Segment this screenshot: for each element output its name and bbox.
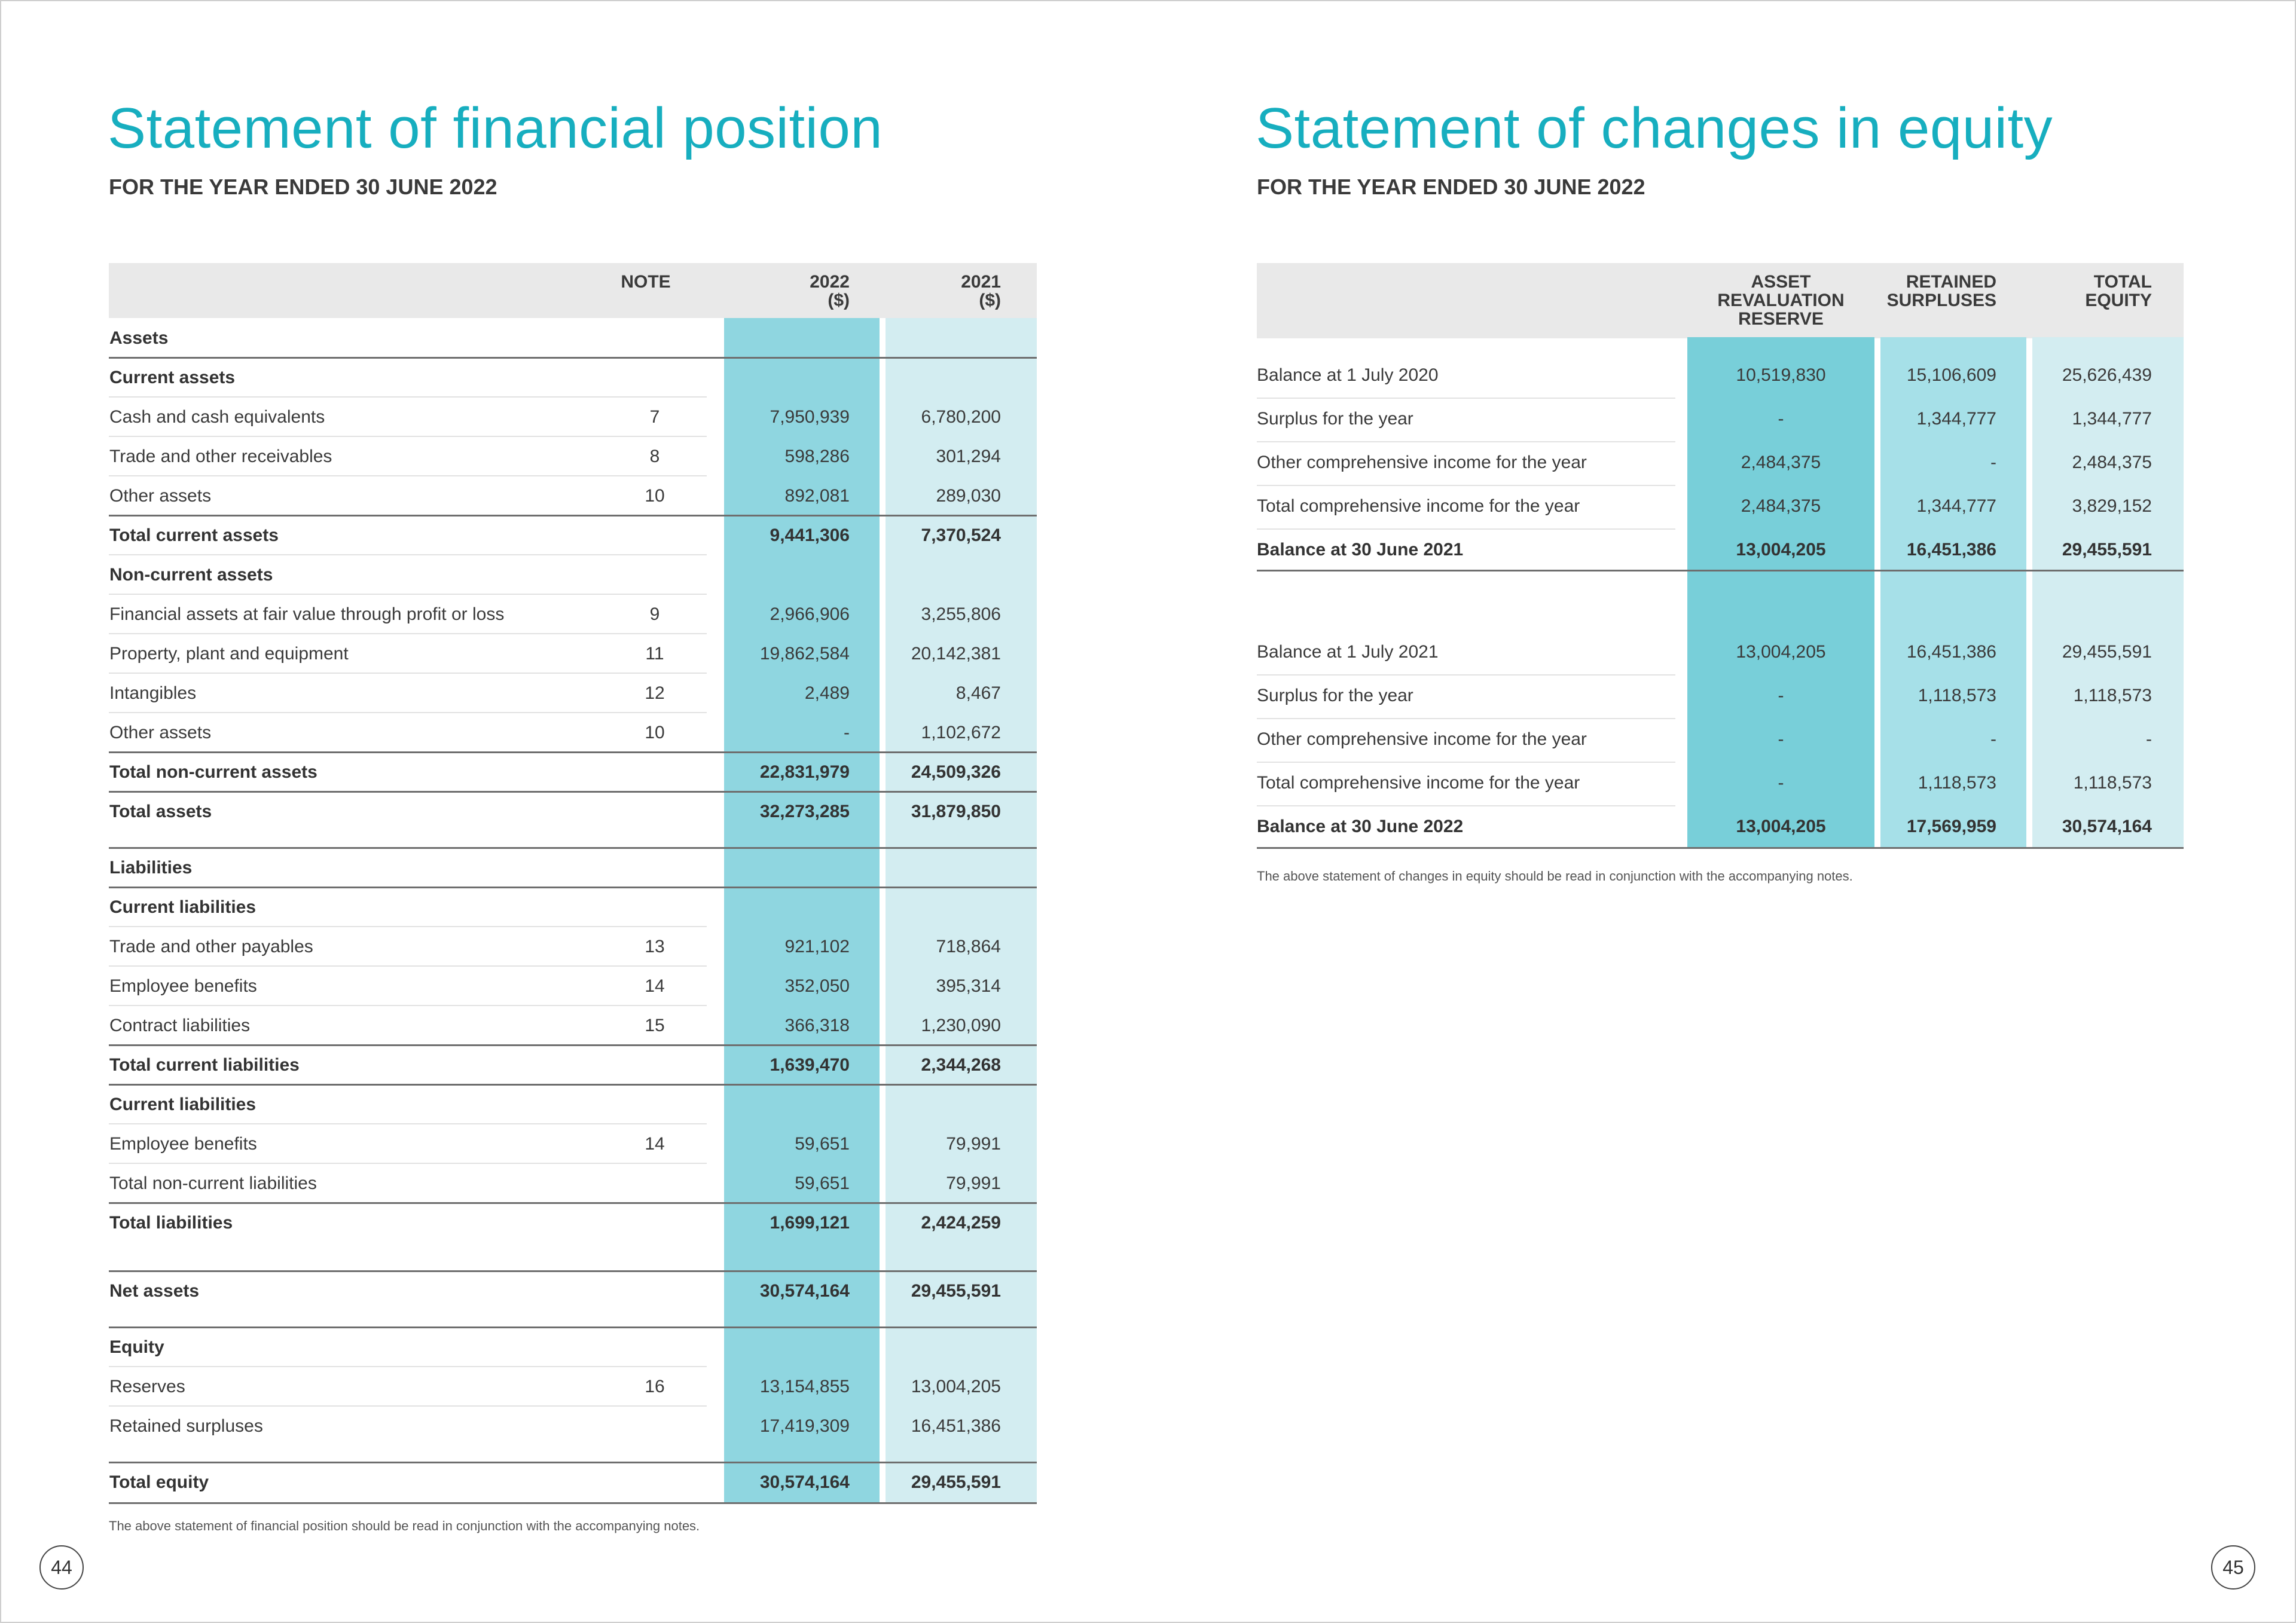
value-2021: 1,230,090	[921, 1016, 1001, 1035]
row-divider	[1257, 485, 1675, 486]
value-2021: 3,255,806	[921, 604, 1001, 624]
row-label: Total current liabilities	[109, 1055, 300, 1075]
row-label: Total comprehensive income for the year	[1257, 773, 1580, 793]
row-note: 14	[645, 1134, 665, 1154]
value-retained-surpluses: 16,451,386	[1906, 540, 1996, 560]
row-label: Net assets	[109, 1281, 200, 1301]
row-note: 10	[645, 723, 665, 742]
table-row	[0, 967, 2296, 1006]
row-note: 15	[645, 1016, 665, 1035]
value-2022: 32,273,285	[759, 802, 850, 821]
value-total-equity: 29,455,591	[2062, 540, 2152, 560]
row-label: Reserves	[109, 1377, 185, 1396]
row-label: Contract liabilities	[109, 1016, 251, 1035]
value-2021: 6,780,200	[921, 407, 1001, 427]
table-row	[0, 1085, 2296, 1124]
value-2022: 19,862,584	[759, 644, 850, 664]
row-label: Employee benefits	[109, 976, 257, 996]
value-2022: 30,574,164	[759, 1472, 850, 1492]
row-divider	[1257, 528, 1675, 530]
page-number-right: 45	[2211, 1545, 2255, 1590]
value-retained-surpluses: -	[1990, 453, 1996, 472]
value-retained-surpluses: 17,569,959	[1906, 817, 1996, 836]
value-2021: 8,467	[955, 683, 1001, 703]
row-label: Other comprehensive income for the year	[1257, 453, 1587, 472]
row-label: Total liabilities	[109, 1213, 233, 1233]
table-row	[0, 632, 2296, 672]
value-2022: 59,651	[795, 1173, 850, 1193]
table-row	[0, 1203, 2296, 1243]
row-note: 9	[649, 604, 660, 624]
value-retained-surpluses: 16,451,386	[1906, 642, 1996, 662]
value-asset-revaluation: 2,484,375	[1741, 496, 1821, 516]
financial-position-footnote: The above statement of financial position should be read in conjunction with the accompanying notes.	[109, 1518, 700, 1533]
value-2021: 13,004,205	[911, 1377, 1001, 1396]
value-2021: 7,370,524	[921, 525, 1001, 545]
year-2022-column-header: 2022 ($)	[810, 272, 850, 310]
total-equity-header: TOTAL EQUITY	[2085, 272, 2152, 310]
value-retained-surpluses: 1,118,573	[1918, 686, 1996, 705]
row-note: 14	[645, 976, 665, 996]
table-row	[0, 399, 2296, 439]
row-divider	[1257, 570, 2184, 571]
value-2022: 2,489	[804, 683, 850, 703]
row-divider	[109, 1502, 1037, 1504]
value-total-equity: 29,455,591	[2062, 642, 2152, 662]
retained-surpluses-header: RETAINED SURPLUSES	[1886, 272, 1996, 310]
value-2022: 921,102	[784, 937, 850, 956]
table-row	[0, 530, 2296, 570]
changes-in-equity-subtitle: FOR THE YEAR ENDED 30 JUNE 2022	[1257, 175, 1645, 199]
table-row	[0, 888, 2296, 927]
value-asset-revaluation: -	[1778, 686, 1784, 705]
financial-position-title: Statement of financial position	[108, 96, 883, 160]
table-row	[0, 927, 2296, 967]
value-retained-surpluses: -	[1990, 729, 1996, 749]
row-label: Surplus for the year	[1257, 686, 1413, 705]
value-asset-revaluation: -	[1778, 773, 1784, 793]
value-2021: 79,991	[946, 1134, 1001, 1154]
row-label: Property, plant and equipment	[109, 644, 349, 664]
row-note: 10	[645, 486, 665, 506]
table-row	[0, 1367, 2296, 1407]
table-row	[0, 1407, 2296, 1446]
row-label: Intangibles	[109, 683, 197, 703]
row-divider	[1257, 847, 2184, 849]
value-retained-surpluses: 1,344,777	[1916, 409, 1996, 429]
value-total-equity: 1,118,573	[2073, 773, 2152, 793]
row-note: 7	[649, 407, 660, 427]
value-2021: 289,030	[936, 486, 1001, 506]
row-label: Equity	[109, 1337, 164, 1357]
changes-in-equity-title: Statement of changes in equity	[1256, 96, 2053, 160]
value-2022: 17,419,309	[759, 1416, 850, 1436]
value-total-equity: 3,829,152	[2072, 496, 2152, 516]
row-label: Employee benefits	[109, 1134, 257, 1154]
value-retained-surpluses: 1,344,777	[1916, 496, 1996, 516]
row-label: Retained surpluses	[109, 1416, 263, 1436]
value-total-equity: 2,484,375	[2072, 453, 2152, 472]
row-divider	[1257, 398, 1675, 399]
value-total-equity: 1,118,573	[2073, 686, 2152, 705]
value-2022: -	[844, 723, 850, 742]
row-label: Total assets	[109, 802, 212, 821]
value-asset-revaluation: 13,004,205	[1736, 540, 1826, 560]
table-row	[0, 763, 2296, 803]
row-label: Balance at 1 July 2021	[1257, 642, 1439, 662]
row-label: Balance at 1 July 2020	[1257, 365, 1439, 385]
row-label: Current liabilities	[109, 1095, 257, 1114]
table-row	[0, 848, 2296, 888]
value-2021: 2,424,259	[921, 1213, 1001, 1233]
note-column-header: NOTE	[621, 272, 671, 292]
value-2021: 301,294	[936, 447, 1001, 466]
value-asset-revaluation: 13,004,205	[1736, 642, 1826, 662]
row-label: Total equity	[109, 1472, 209, 1492]
table-row	[0, 1328, 2296, 1367]
value-2021: 2,344,268	[921, 1055, 1001, 1075]
row-note: 13	[645, 937, 665, 956]
value-retained-surpluses: 1,118,573	[1918, 773, 1996, 793]
value-asset-revaluation: 10,519,830	[1736, 365, 1826, 385]
table-row	[0, 676, 2296, 716]
value-2021: 29,455,591	[911, 1281, 1001, 1301]
table-row	[0, 1463, 2296, 1502]
value-2021: 395,314	[936, 976, 1001, 996]
changes-in-equity-footnote: The above statement of changes in equity should be read in conjunction with the accompanying notes.	[1257, 869, 1853, 884]
value-2021: 20,142,381	[911, 644, 1001, 664]
row-label: Trade and other receivables	[109, 447, 332, 466]
value-2022: 1,639,470	[770, 1055, 850, 1075]
row-divider	[1257, 805, 1675, 806]
row-note: 8	[649, 447, 660, 466]
row-label: Balance at 30 June 2022	[1257, 817, 1464, 836]
row-label: Non-current assets	[109, 565, 273, 585]
value-retained-surpluses: 15,106,609	[1906, 365, 1996, 385]
value-2022: 59,651	[795, 1134, 850, 1154]
value-2022: 1,699,121	[770, 1213, 850, 1233]
row-label: Other assets	[109, 486, 212, 506]
table-row	[0, 720, 2296, 759]
value-2022: 13,154,855	[759, 1377, 850, 1396]
row-label: Balance at 30 June 2021	[1257, 540, 1464, 560]
row-label: Total comprehensive income for the year	[1257, 496, 1580, 516]
row-label: Cash and cash equivalents	[109, 407, 325, 427]
value-2021: 79,991	[946, 1173, 1001, 1193]
value-2021: 16,451,386	[911, 1416, 1001, 1436]
row-note: 11	[645, 644, 664, 664]
row-divider	[1257, 441, 1675, 442]
table-row	[0, 356, 2296, 395]
row-divider	[1257, 718, 1675, 719]
row-note: 12	[645, 683, 665, 703]
value-2021: 29,455,591	[911, 1472, 1001, 1492]
row-label: Other comprehensive income for the year	[1257, 729, 1587, 749]
row-label: Total non-current assets	[109, 762, 317, 782]
value-2021: 24,509,326	[911, 762, 1001, 782]
value-asset-revaluation: -	[1778, 409, 1784, 429]
value-2022: 892,081	[784, 486, 850, 506]
table-row	[0, 807, 2296, 846]
value-asset-revaluation: -	[1778, 729, 1784, 749]
value-total-equity: -	[2146, 729, 2152, 749]
value-2022: 9,441,306	[770, 525, 850, 545]
value-2022: 7,950,939	[770, 407, 850, 427]
table-row	[0, 1164, 2296, 1203]
row-note: 16	[645, 1377, 665, 1396]
value-2021: 31,879,850	[911, 802, 1001, 821]
row-label: Assets	[109, 328, 169, 348]
value-2021: 1,102,672	[921, 723, 1001, 742]
year-2021-column-header: 2021 ($)	[961, 272, 1001, 310]
value-2022: 22,831,979	[759, 762, 850, 782]
row-label: Current liabilities	[109, 897, 257, 917]
table-row	[0, 487, 2296, 526]
table-row	[0, 1006, 2296, 1046]
row-label: Other assets	[109, 723, 212, 742]
row-label: Total current assets	[109, 525, 279, 545]
value-total-equity: 1,344,777	[2072, 409, 2152, 429]
value-2022: 598,286	[784, 447, 850, 466]
financial-position-subtitle: FOR THE YEAR ENDED 30 JUNE 2022	[109, 175, 497, 199]
value-total-equity: 30,574,164	[2062, 817, 2152, 836]
value-2022: 366,318	[784, 1016, 850, 1035]
table-row	[0, 1271, 2296, 1311]
row-label: Current assets	[109, 368, 236, 387]
value-2021: 718,864	[936, 937, 1001, 956]
row-label: Surplus for the year	[1257, 409, 1413, 429]
asset-revaluation-reserve-header: ASSET REVALUATION RESERVE	[1717, 272, 1845, 329]
table-row	[0, 1046, 2296, 1085]
value-2022: 2,966,906	[770, 604, 850, 624]
page-number-left: 44	[39, 1545, 84, 1590]
row-label: Total non-current liabilities	[109, 1173, 317, 1193]
row-label: Trade and other payables	[109, 937, 313, 956]
value-total-equity: 25,626,439	[2062, 365, 2152, 385]
table-row	[0, 1124, 2296, 1164]
row-divider	[1257, 762, 1675, 763]
value-asset-revaluation: 13,004,205	[1736, 817, 1826, 836]
value-2022: 30,574,164	[759, 1281, 850, 1301]
table-row	[0, 443, 2296, 482]
value-2022: 352,050	[784, 976, 850, 996]
row-label: Financial assets at fair value through profit or loss	[109, 604, 505, 624]
row-divider	[1257, 674, 1675, 676]
value-asset-revaluation: 2,484,375	[1741, 453, 1821, 472]
row-label: Liabilities	[109, 858, 193, 878]
